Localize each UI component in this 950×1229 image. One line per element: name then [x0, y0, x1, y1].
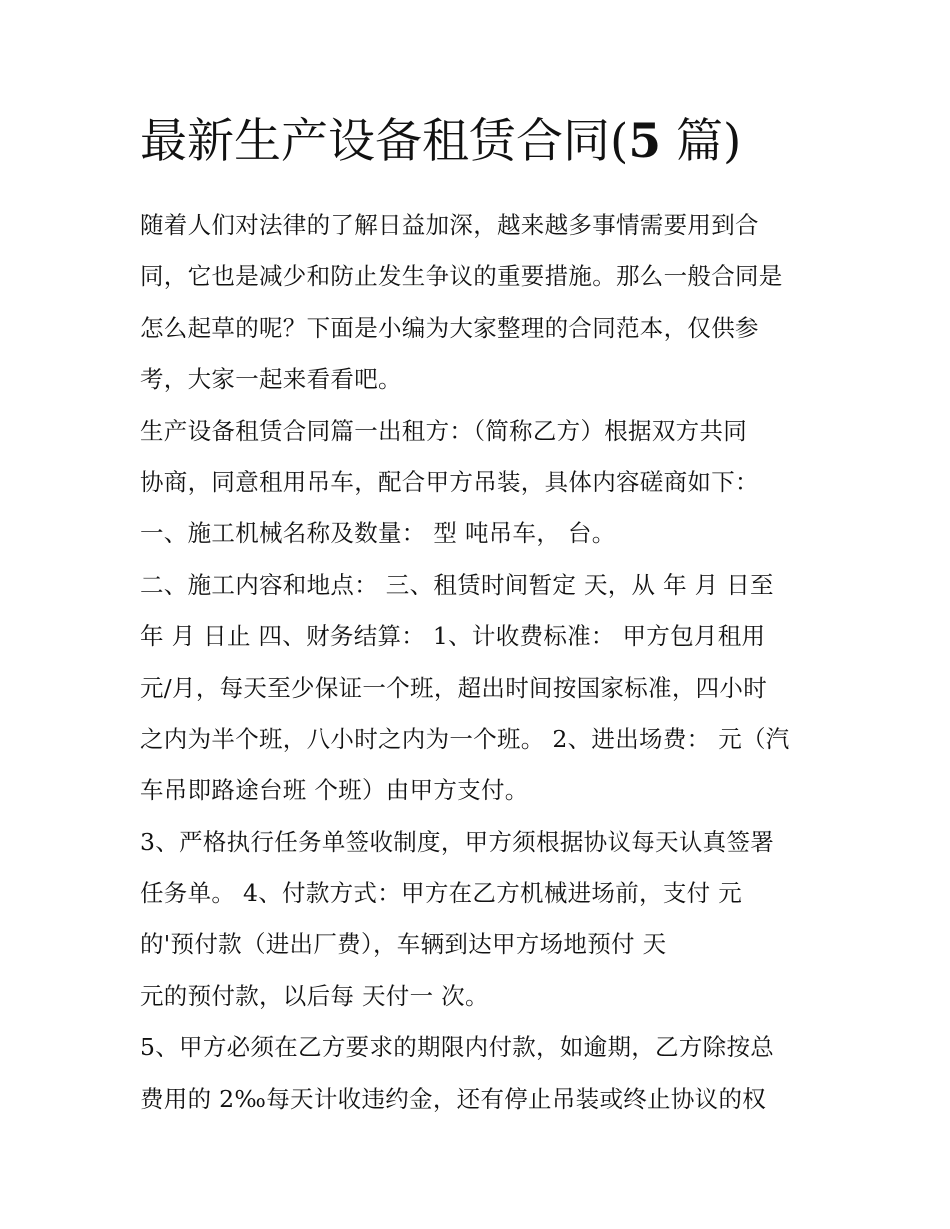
text-line: 费用的 2‰每天计收违约金，还有停止吊装或终止协议的权 — [140, 1084, 767, 1113]
text-line: 怎么起草的呢？下面是小编为大家整理的合同范本，仅供参 — [140, 313, 759, 342]
text-line: 生产设备租赁合同篇一出租方：（简称乙方）根据双方共同 — [140, 416, 748, 445]
title-end: 篇) — [661, 114, 742, 169]
text-line: 一、施工机械名称及数量： 型 吨吊车， 台。 — [140, 519, 616, 548]
text-line: 二、施工内容和地点： 三、租赁时间暂定 天，从 年 月 日至 — [140, 570, 774, 599]
text-line: 同，它也是减少和防止发生争议的重要措施。那么一般合同是 — [140, 262, 783, 291]
text-line: 随着人们对法律的了解日益加深，越来越多事情需要用到合 — [140, 211, 759, 239]
text-line: 元/月，每天至少保证一个班，超出时间按国家标准，四小时 — [140, 673, 768, 702]
page-title — [140, 112, 741, 172]
text-line: 之内为半个班，八小时之内为一个班。 2、进出场费： 元（汽 — [140, 724, 790, 753]
title-main: 最新生产设备租赁合同( — [140, 114, 629, 169]
text-line: 年 月 日止 四、财务结算： 1、计收费标准： 甲方包月租用 — [140, 622, 766, 651]
text-line: 协商，同意租用吊车，配合甲方吊装，具体内容磋商如下： — [140, 467, 759, 496]
document-body — [140, 200, 820, 1125]
text-line: 3、严格执行任务单签收制度，甲方须根据协议每天认真签署 — [140, 827, 775, 856]
text-line: 5、甲方必须在乙方要求的期限内付款，如逾期，乙方除按总 — [140, 1033, 775, 1062]
text-line: 车吊即路途台班 个班）由甲方支付。 — [140, 776, 529, 805]
text-line: 元的预付款，以后每 天付一 次。 — [140, 981, 489, 1010]
text-line: 任务单。 4、付款方式：甲方在乙方机械进场前，支付 元 — [140, 879, 742, 908]
title-number: 5 — [628, 114, 662, 169]
text-line: 的'预付款（进出厂费），车辆到达甲方场地预付 天 — [140, 930, 667, 959]
text-line: 考，大家一起来看看吧。 — [140, 365, 402, 394]
